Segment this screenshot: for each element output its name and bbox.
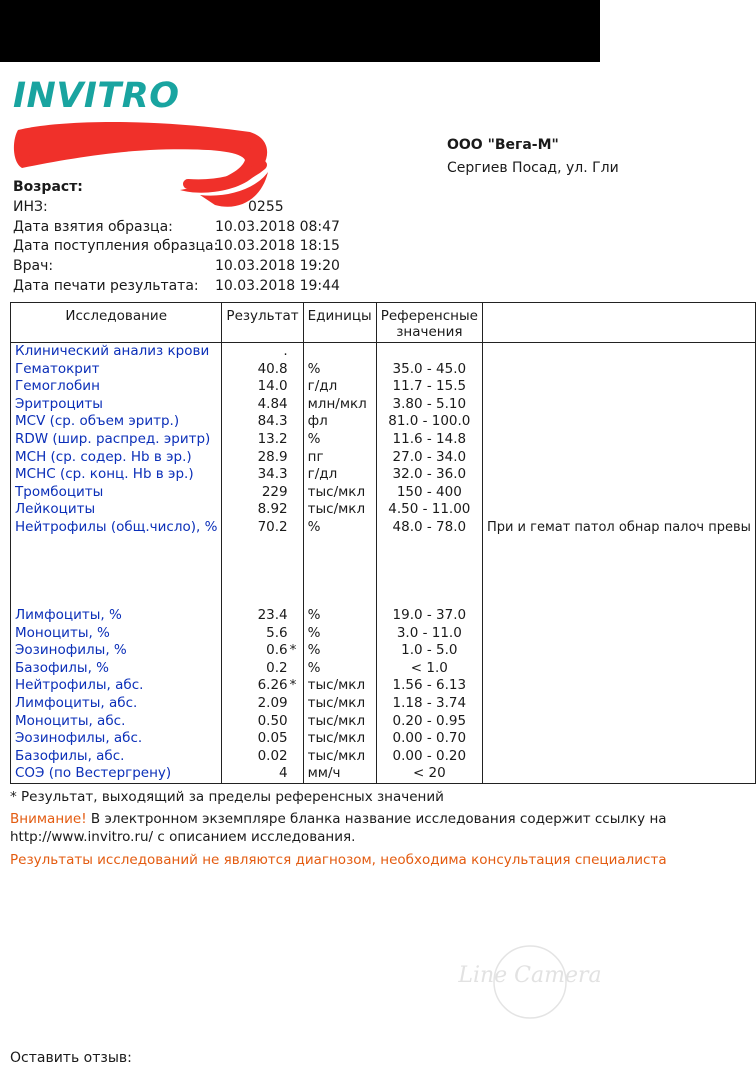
result-value: 28.9 xyxy=(257,448,288,465)
test-unit: % xyxy=(303,361,376,379)
test-name[interactable]: Эозинофилы, абс. xyxy=(11,730,222,748)
test-reference xyxy=(376,343,482,361)
lab-org-name: ООО "Вега-М" xyxy=(447,137,559,153)
test-unit: % xyxy=(303,642,376,660)
header-test: Исследование xyxy=(11,303,222,343)
test-reference: 0.20 - 0.95 xyxy=(376,713,482,731)
test-result xyxy=(222,713,303,731)
test-name[interactable]: Базофилы, абс. xyxy=(11,748,222,766)
test-reference: 35.0 - 45.0 xyxy=(376,361,482,379)
result-value: 23.4 xyxy=(257,606,288,623)
test-reference: 0.00 - 0.70 xyxy=(376,730,482,748)
test-result xyxy=(222,765,303,783)
result-value: 0.02 xyxy=(257,747,288,764)
test-result xyxy=(222,396,303,414)
out-of-range-flag: * xyxy=(289,677,297,694)
test-comment xyxy=(482,413,755,431)
test-name[interactable]: Лейкоциты xyxy=(11,501,222,519)
result-value: 0.6 xyxy=(266,642,288,659)
test-comment xyxy=(482,625,755,643)
link-line xyxy=(10,828,355,846)
invitro-logo: INVITRO xyxy=(13,76,180,116)
test-reference: 11.6 - 14.8 xyxy=(376,431,482,449)
table-row xyxy=(11,378,756,396)
sample-received-value: 10.03.2018 18:15 xyxy=(215,238,340,254)
test-comment xyxy=(482,765,755,783)
table-row xyxy=(11,431,756,449)
test-name[interactable]: Лимфоциты, абс. xyxy=(11,695,222,713)
test-unit xyxy=(303,343,376,361)
red-redaction-scribble xyxy=(0,0,600,210)
test-result xyxy=(222,660,303,678)
result-value: 13.2 xyxy=(257,430,288,447)
test-unit: г/дл xyxy=(303,378,376,396)
result-value: 70.2 xyxy=(257,518,288,535)
test-comment: При и гемат патол обнар палоч превы xyxy=(482,519,755,607)
test-name[interactable]: Эритроциты xyxy=(11,396,222,414)
result-value: 4 xyxy=(279,765,288,782)
test-unit: г/дл xyxy=(303,466,376,484)
test-comment xyxy=(482,343,755,361)
result-value: 0.50 xyxy=(257,712,288,729)
table-row xyxy=(11,449,756,467)
table-row xyxy=(11,625,756,643)
result-value: . xyxy=(283,343,288,359)
result-value: 84.3 xyxy=(257,413,288,430)
print-date-label: Дата печати результата: xyxy=(13,278,199,294)
test-unit: пг xyxy=(303,449,376,467)
test-reference: 32.0 - 36.0 xyxy=(376,466,482,484)
test-result xyxy=(222,343,303,361)
test-reference: 150 - 400 xyxy=(376,484,482,502)
result-value: 40.8 xyxy=(257,360,288,377)
age-label: Возраст: xyxy=(13,179,83,195)
test-result xyxy=(222,642,303,660)
test-name[interactable]: Лимфоциты, % xyxy=(11,607,222,625)
results-table xyxy=(10,302,756,784)
lab-org-address: Сергиев Посад, ул. Гли xyxy=(447,160,619,176)
table-row xyxy=(11,501,756,519)
table-row xyxy=(11,396,756,414)
test-result xyxy=(222,466,303,484)
table-row xyxy=(11,713,756,731)
results-header-row xyxy=(11,303,756,343)
test-comment xyxy=(482,484,755,502)
test-result xyxy=(222,607,303,625)
table-row xyxy=(11,730,756,748)
test-unit: мм/ч xyxy=(303,765,376,783)
warning-text: В электронном экземпляре бланка название исследования содержит ссылку на xyxy=(86,811,667,827)
test-name[interactable]: СОЭ (по Вестергрену) xyxy=(11,765,222,783)
test-result xyxy=(222,361,303,379)
test-comment xyxy=(482,607,755,625)
sample-taken-value: 10.03.2018 08:47 xyxy=(215,219,340,235)
result-value: 34.3 xyxy=(257,466,288,483)
test-unit: млн/мкл xyxy=(303,396,376,414)
test-comment xyxy=(482,660,755,678)
header-result: Результат xyxy=(222,303,303,343)
test-reference: 19.0 - 37.0 xyxy=(376,607,482,625)
table-row xyxy=(11,660,756,678)
disclaimer: Результаты исследований не являются диагнозом, необходима консультация специалиста xyxy=(10,852,667,868)
table-row xyxy=(11,484,756,502)
test-reference: 1.56 - 6.13 xyxy=(376,677,482,695)
test-comment xyxy=(482,361,755,379)
test-result xyxy=(222,748,303,766)
test-unit: тыс/мкл xyxy=(303,748,376,766)
test-result xyxy=(222,413,303,431)
line-camera-watermark-icon xyxy=(458,940,602,1020)
invitro-link[interactable]: http://www.invitro.ru/ xyxy=(10,829,154,845)
table-row xyxy=(11,765,756,783)
test-result xyxy=(222,431,303,449)
test-result xyxy=(222,484,303,502)
test-comment xyxy=(482,713,755,731)
test-name[interactable]: Нейтрофилы, абс. xyxy=(11,677,222,695)
header-comment xyxy=(482,303,755,343)
test-unit: % xyxy=(303,607,376,625)
test-result xyxy=(222,519,303,607)
result-value: 6.26 xyxy=(257,677,288,694)
test-reference: 3.80 - 5.10 xyxy=(376,396,482,414)
test-reference: 1.0 - 5.0 xyxy=(376,642,482,660)
test-reference: 81.0 - 100.0 xyxy=(376,413,482,431)
test-unit: тыс/мкл xyxy=(303,501,376,519)
test-name[interactable]: Базофилы, % xyxy=(11,660,222,678)
results-body xyxy=(11,343,756,784)
test-reference: 1.18 - 3.74 xyxy=(376,695,482,713)
test-name[interactable]: Клинический анализ крови xyxy=(11,343,222,361)
test-unit: тыс/мкл xyxy=(303,730,376,748)
test-comment xyxy=(482,642,755,660)
test-name[interactable]: Моноциты, % xyxy=(11,625,222,643)
test-reference: 48.0 - 78.0 xyxy=(376,519,482,607)
test-reference: 27.0 - 34.0 xyxy=(376,449,482,467)
test-unit: % xyxy=(303,431,376,449)
inz-label: ИНЗ: xyxy=(13,199,48,215)
sample-taken-label: Дата взятия образца: xyxy=(13,219,173,235)
test-unit: фл xyxy=(303,413,376,431)
test-comment xyxy=(482,730,755,748)
table-row xyxy=(11,343,756,361)
test-result xyxy=(222,695,303,713)
test-unit: тыс/мкл xyxy=(303,713,376,731)
test-unit: тыс/мкл xyxy=(303,677,376,695)
test-reference: 0.00 - 0.20 xyxy=(376,748,482,766)
leave-review-label[interactable]: Оставить отзыв: xyxy=(10,1050,132,1066)
test-reference: 4.50 - 11.00 xyxy=(376,501,482,519)
doctor-label: Врач: xyxy=(13,258,54,274)
result-value: 14.0 xyxy=(257,378,288,395)
test-unit: % xyxy=(303,519,376,607)
header-reference: Референсные значения xyxy=(376,303,482,343)
test-result xyxy=(222,677,303,695)
table-row xyxy=(11,466,756,484)
test-unit: % xyxy=(303,625,376,643)
test-comment xyxy=(482,449,755,467)
test-unit: тыс/мкл xyxy=(303,484,376,502)
result-value: 5.6 xyxy=(266,624,288,641)
out-of-range-flag: * xyxy=(289,642,297,659)
test-reference: 3.0 - 11.0 xyxy=(376,625,482,643)
table-row xyxy=(11,361,756,379)
test-result xyxy=(222,501,303,519)
test-comment xyxy=(482,378,755,396)
test-name[interactable]: Гематокрит xyxy=(11,361,222,379)
test-result xyxy=(222,449,303,467)
test-name[interactable]: MCHC (ср. конц. Hb в эр.) xyxy=(11,466,222,484)
table-row xyxy=(11,642,756,660)
test-name[interactable]: Нейтрофилы (общ.число), % xyxy=(11,519,222,607)
print-date-value: 10.03.2018 19:44 xyxy=(215,278,340,294)
result-value: 4.84 xyxy=(257,395,288,412)
test-reference: < 20 xyxy=(376,765,482,783)
test-comment xyxy=(482,677,755,695)
sample-received-label: Дата поступления образца: xyxy=(13,238,219,254)
test-name[interactable]: Эозинофилы, % xyxy=(11,642,222,660)
warning-line xyxy=(10,810,667,828)
table-row xyxy=(11,413,756,431)
test-reference: < 1.0 xyxy=(376,660,482,678)
test-name[interactable]: MCH (ср. содер. Hb в эр.) xyxy=(11,449,222,467)
test-comment xyxy=(482,695,755,713)
test-comment xyxy=(482,431,755,449)
test-name[interactable]: Тромбоциты xyxy=(11,484,222,502)
asterisk-note: * Результат, выходящий за пределы референсных значений xyxy=(10,789,444,805)
watermark-text: Line Camera xyxy=(458,963,602,988)
test-result xyxy=(222,378,303,396)
result-value: 2.09 xyxy=(257,694,288,711)
result-value: 0.05 xyxy=(257,730,288,747)
test-name[interactable]: Моноциты, абс. xyxy=(11,713,222,731)
test-unit: % xyxy=(303,660,376,678)
warning-word: Внимание! xyxy=(10,811,87,827)
table-row xyxy=(11,677,756,695)
test-comment xyxy=(482,396,755,414)
test-name[interactable]: RDW (шир. распред. эритр) xyxy=(11,431,222,449)
result-value: 229 xyxy=(261,483,288,500)
result-value: 8.92 xyxy=(257,501,288,518)
test-unit: тыс/мкл xyxy=(303,695,376,713)
result-value: 0.2 xyxy=(266,659,288,676)
test-name[interactable]: Гемоглобин xyxy=(11,378,222,396)
header-units: Единицы xyxy=(303,303,376,343)
inz-value: 0255 xyxy=(248,199,284,215)
test-comment xyxy=(482,466,755,484)
table-row xyxy=(11,748,756,766)
test-comment xyxy=(482,501,755,519)
test-result xyxy=(222,625,303,643)
test-result xyxy=(222,730,303,748)
table-row xyxy=(11,519,756,607)
test-reference: 11.7 - 15.5 xyxy=(376,378,482,396)
table-row xyxy=(11,607,756,625)
table-row xyxy=(11,695,756,713)
test-name[interactable]: MCV (ср. объем эритр.) xyxy=(11,413,222,431)
test-comment xyxy=(482,748,755,766)
link-suffix: с описанием исследования. xyxy=(153,829,356,845)
doctor-value: 10.03.2018 19:20 xyxy=(215,258,340,274)
